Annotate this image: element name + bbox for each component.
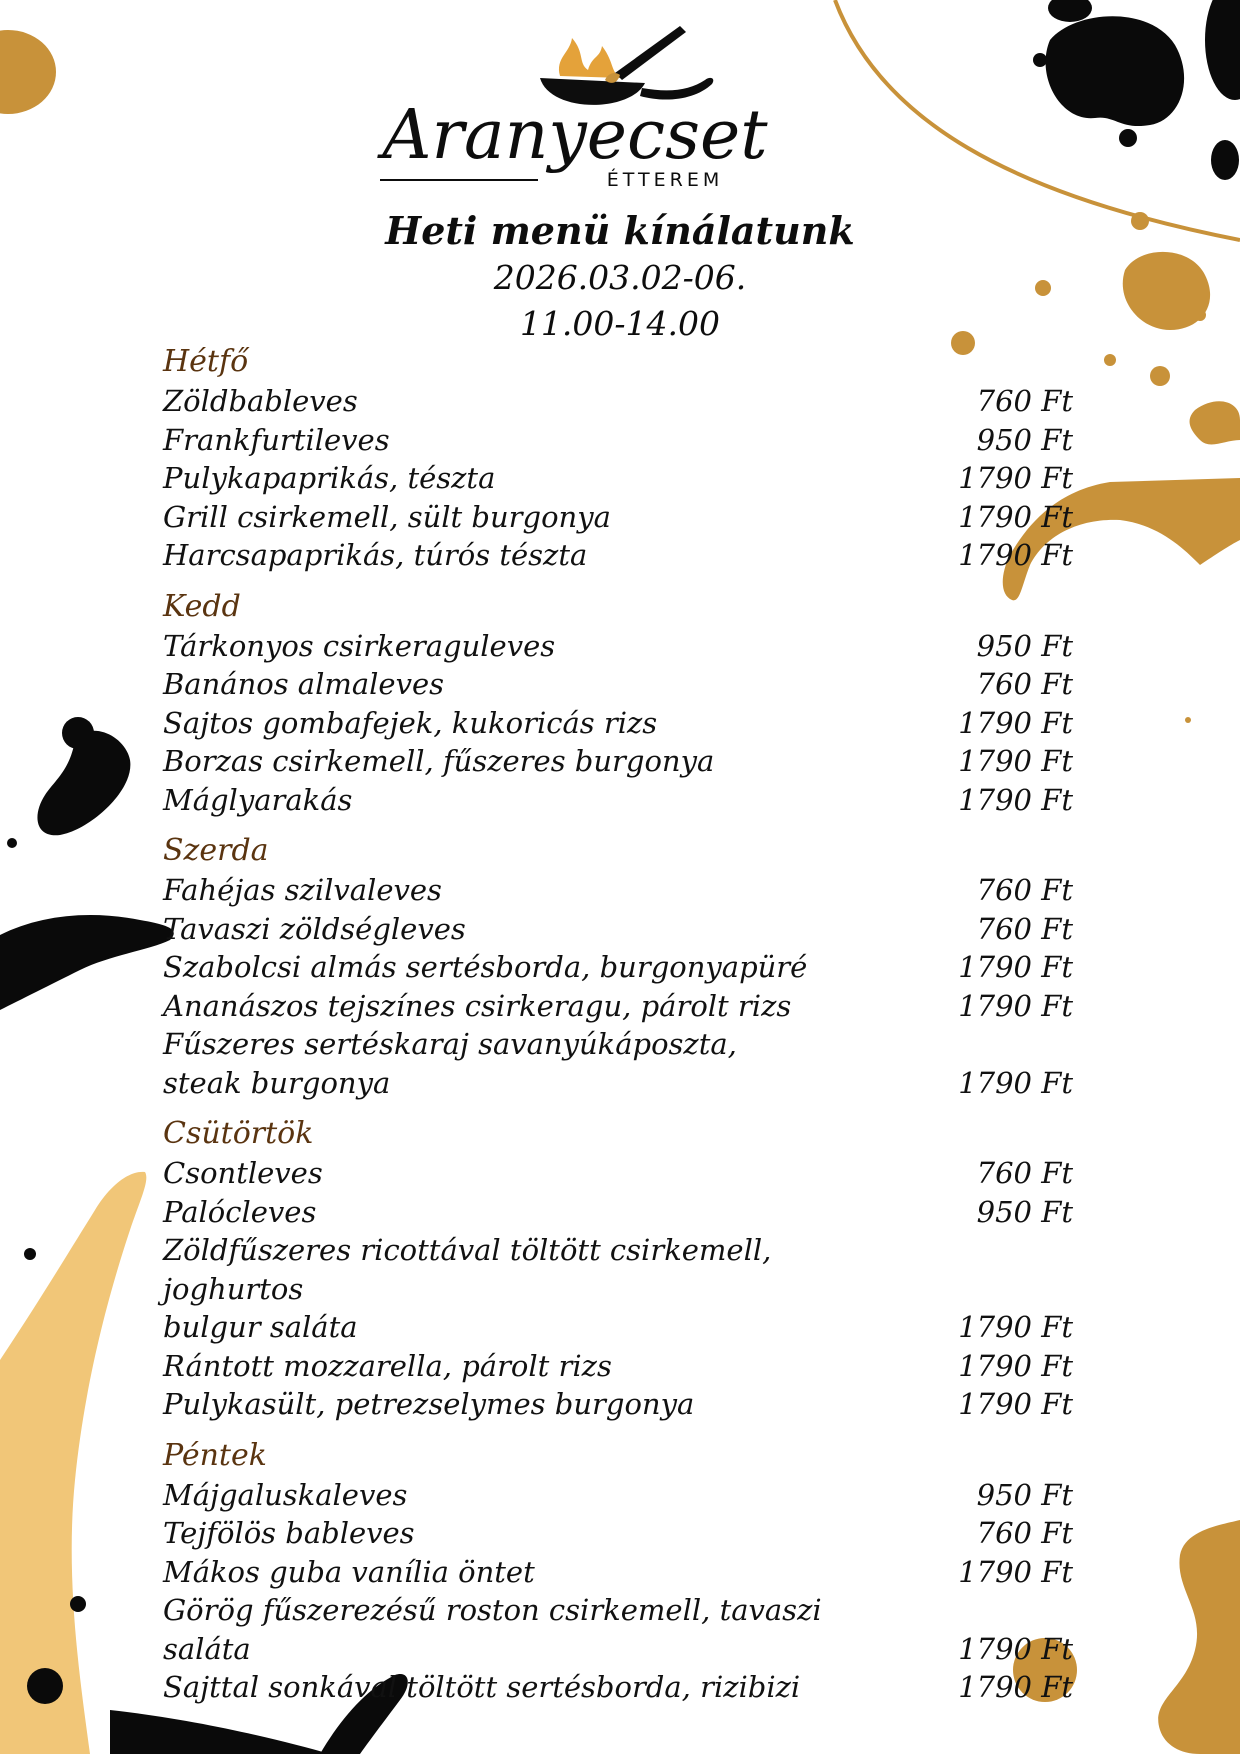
brand-subtitle: ÉTTEREM <box>606 169 724 191</box>
black-splash <box>70 1596 86 1612</box>
gold-splash <box>0 30 56 114</box>
item-name: Sajttal sonkával töltött sertésborda, rizibizi <box>163 1670 801 1704</box>
item-name: Csontleves <box>163 1156 323 1190</box>
flame-icon <box>559 38 622 78</box>
item-price: 1790 Ft <box>958 1670 1073 1704</box>
black-splash <box>62 717 94 749</box>
menu-item <box>163 627 1073 666</box>
item-name: Pulykapaprikás, tészta <box>163 461 496 495</box>
day-section-monday <box>163 342 1073 575</box>
day-section-wednesday <box>163 831 1073 1102</box>
black-splash <box>24 1248 36 1260</box>
menu-title: Heti menü kínálatunk <box>385 208 855 253</box>
item-price: 760 Ft <box>976 384 1073 418</box>
menu-item <box>163 536 1073 575</box>
menu-item <box>163 1025 1073 1102</box>
menu-item <box>163 1591 1073 1668</box>
day-section-thursday <box>163 1114 1073 1424</box>
item-name: Görög fűszerezésű roston csirkemell, tavaszi saláta <box>163 1593 822 1666</box>
day-name: Péntek <box>163 1437 267 1473</box>
gold-pour <box>0 1172 146 1754</box>
item-name: Máglyarakás <box>163 782 353 817</box>
menu-item <box>163 910 1073 949</box>
item-price: 1790 Ft <box>958 782 1073 817</box>
menu-item <box>163 1553 1073 1592</box>
item-name: Banános almaleves <box>163 667 445 701</box>
item-price: 950 Ft <box>976 628 1073 663</box>
item-price: 1790 Ft <box>958 461 1073 495</box>
menu-item <box>163 987 1073 1026</box>
item-name: Zöldbableves <box>163 384 358 418</box>
black-splash <box>1119 129 1137 147</box>
item-price: 1790 Ft <box>958 538 1073 572</box>
item-price: 950 Ft <box>976 1477 1073 1512</box>
menu-item <box>163 421 1073 460</box>
menu-item <box>163 704 1073 743</box>
item-price: 1790 Ft <box>958 1348 1073 1383</box>
item-price: 1790 Ft <box>958 705 1073 740</box>
menu-item <box>163 1476 1073 1515</box>
menu-item <box>163 1154 1073 1193</box>
item-price: 950 Ft <box>976 422 1073 457</box>
gold-splash <box>1158 1520 1240 1754</box>
item-name: Pulykasült, petrezselymes burgonya <box>163 1387 695 1421</box>
gold-arc <box>835 0 1240 240</box>
menu-item <box>163 382 1073 421</box>
item-price: 760 Ft <box>976 1156 1073 1190</box>
gold-splash <box>1104 354 1116 366</box>
brand-logo <box>360 18 800 198</box>
item-price: 1790 Ft <box>958 499 1073 534</box>
black-splash <box>1048 0 1092 22</box>
item-name: Ananászos tejszínes csirkeragu, párolt rizs <box>163 988 792 1023</box>
day-section-friday <box>163 1436 1073 1707</box>
black-splash <box>27 1668 63 1704</box>
item-price: 1790 Ft <box>958 1065 1073 1100</box>
item-name: Palócleves <box>163 1194 317 1229</box>
menu-item <box>163 742 1073 781</box>
item-name: Frankfurtileves <box>163 422 390 457</box>
menu-item <box>163 459 1073 498</box>
menu-item <box>163 1231 1073 1347</box>
brush-icon <box>615 26 686 80</box>
item-name: Fűszeres sertéskaraj savanyúkáposzta, steak burgonya <box>163 1027 737 1100</box>
item-price: 1790 Ft <box>958 950 1073 984</box>
item-name: Harcsapaprikás, túrós tészta <box>163 538 588 572</box>
item-price: 760 Ft <box>976 911 1073 946</box>
black-splash <box>1046 16 1185 126</box>
menu-item <box>163 498 1073 537</box>
item-price: 1790 Ft <box>958 1310 1073 1344</box>
item-name: Szabolcsi almás sertésborda, burgonyapüré <box>163 950 808 984</box>
day-name: Kedd <box>163 588 241 624</box>
menu-item <box>163 1514 1073 1553</box>
gold-splash <box>1185 717 1191 723</box>
item-price: 760 Ft <box>976 1516 1073 1550</box>
item-price: 1790 Ft <box>958 1554 1073 1589</box>
item-price: 1790 Ft <box>958 1387 1073 1421</box>
item-name: Májgaluskaleves <box>163 1477 408 1512</box>
black-splash <box>1205 0 1240 100</box>
gold-splash <box>1150 366 1170 386</box>
item-name: Tárkonyos csirkeraguleves <box>163 628 556 663</box>
item-name: Rántott mozzarella, párolt rizs <box>163 1348 612 1383</box>
menu-item <box>163 948 1073 987</box>
item-price: 950 Ft <box>976 1194 1073 1229</box>
item-name: Tavaszi zöldségleves <box>163 911 466 946</box>
menu-dates: 2026.03.02-06. <box>493 258 747 297</box>
menu-item <box>163 1347 1073 1386</box>
item-name: Zöldfűszeres ricottával töltött csirkemell, joghurtos bulgur saláta <box>163 1233 772 1344</box>
item-name: Tejfölös bableves <box>163 1516 415 1550</box>
item-price: 760 Ft <box>976 667 1073 701</box>
item-name: Sajtos gombafejek, kukoricás rizs <box>163 705 658 740</box>
day-name: Hétfő <box>163 344 249 379</box>
day-name: Szerda <box>163 833 269 868</box>
item-name: Grill csirkemell, sült burgonya <box>163 499 611 534</box>
day-name: Csütörtök <box>163 1116 314 1151</box>
menu-item <box>163 1385 1073 1424</box>
item-name: Fahéjas szilvaleves <box>163 873 442 907</box>
black-splash <box>7 838 17 848</box>
menu-item <box>163 1193 1073 1232</box>
item-name: Mákos guba vanília öntet <box>163 1554 535 1589</box>
black-splash <box>1033 53 1047 67</box>
item-price: 760 Ft <box>976 873 1073 907</box>
day-section-tuesday <box>163 587 1073 820</box>
weekly-menu <box>163 342 1073 1719</box>
brand-name: Aranyecset <box>382 96 768 175</box>
item-price: 1790 Ft <box>958 988 1073 1023</box>
menu-hours: 11.00-14.00 <box>519 304 721 343</box>
gold-splash <box>1190 401 1240 444</box>
item-name: Borzas csirkemell, fűszeres burgonya <box>163 744 715 778</box>
menu-item <box>163 781 1073 820</box>
item-price: 1790 Ft <box>958 744 1073 778</box>
menu-item <box>163 871 1073 910</box>
menu-item <box>163 665 1073 704</box>
black-swash <box>0 915 174 1010</box>
black-splash <box>1211 140 1239 180</box>
menu-item <box>163 1668 1073 1707</box>
item-price: 1790 Ft <box>958 1631 1073 1666</box>
